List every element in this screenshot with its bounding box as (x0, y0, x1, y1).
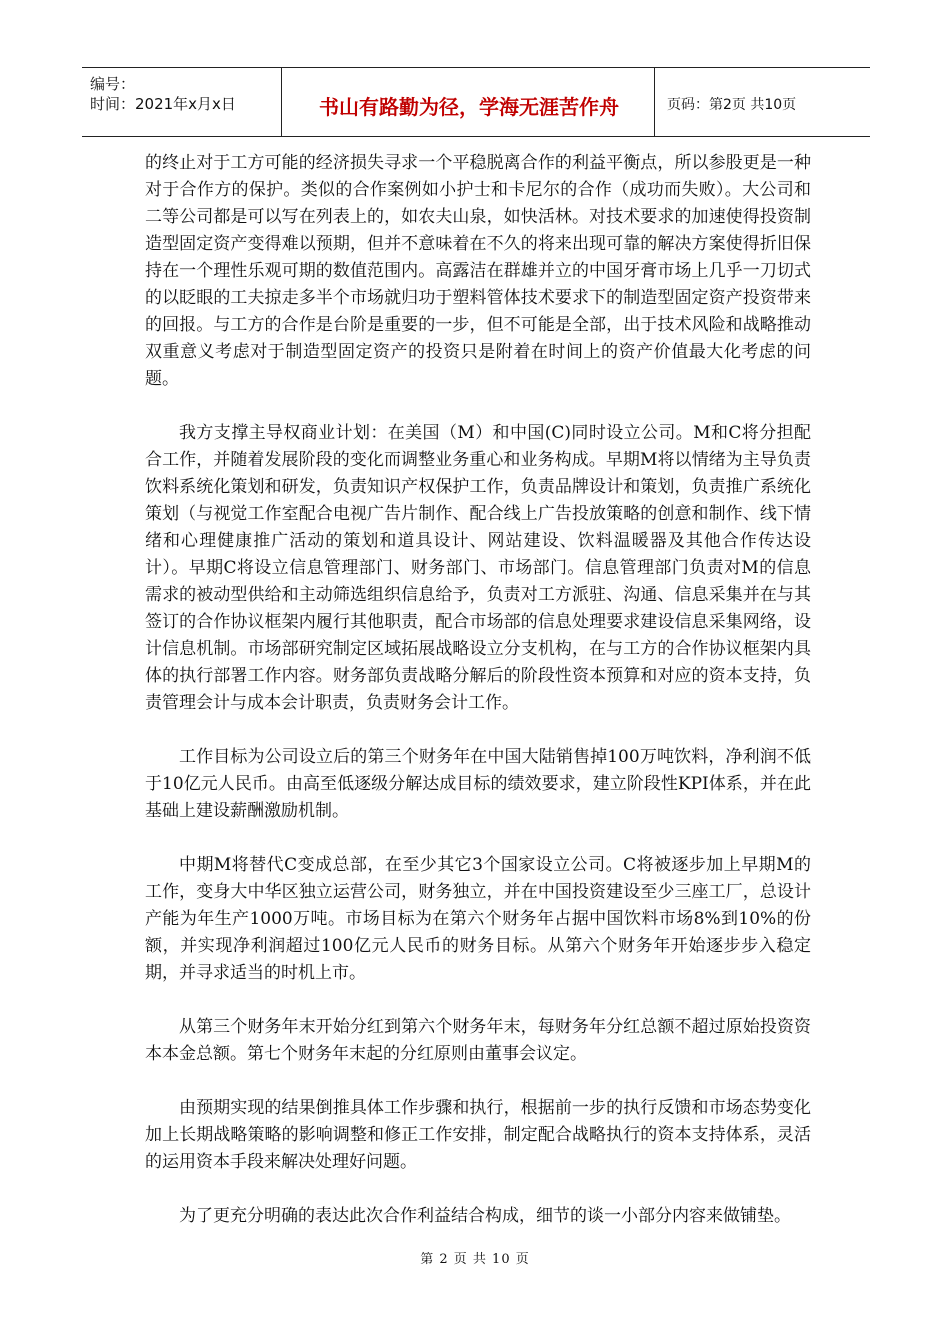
paragraph-2: 我方支撑主导权商业计划：在美国（M）和中国(C)同时设立公司。M和C将分担配合工作，并随着发展阶段的变化而调整业务重心和业务构成。早期M将以情绪为主导负责饮料系统化策划和研发，负责知识产权保护工作，负责品牌设计和策划，负责推广系统化策划（与视觉工作室配合电视广告片制作、配合线上广告投放策略的创意和制作、线下情绪和心理健康推广活动的策划和道具设计、网站建设、饮料温暖器及其他合作传达设计）。早期C将设立信息管理部门、财务部门、市场部门。信息管理部门负责对M的信息需求的被动型供给和主动筛选组织信息给予，负责对工方派驻、沟通、信息采集并在与其签订的合作协议框架内履行其他职责，配合市场部的信息处理要求建设信息采集网络，设计信息机制。市场部研究制定区域拓展战略设立分支机构，在与工方的合作协议框架内具体的执行部署工作内容。财务部负责战略分解后的阶段性资本预算和对应的资本支持，负责管理会计与成本会计职责，负责财务会计工作。 (145, 423, 811, 713)
header-motto: 书山有路勤为径，学海无涯苦作舟 (319, 95, 619, 119)
header-divider-left (281, 68, 282, 136)
page-footer: 第 2 页 共 10 页 (420, 1252, 530, 1267)
header-page-info: 页码：第2页 共10页 (667, 97, 797, 113)
paragraph-4: 中期M将替代C变成总部，在至少其它3个国家设立公司。C将被逐步加上早期M的工作，变身大中华区独立运营公司，财务独立，并在中国投资建设至少三座工厂，总设计产能为年生产1000万吨。市场目标为在第六个财务年占据中国饮料市场8%到10%的份额，并实现净利润超过100亿元人民币的财务目标。从第六个财务年开始逐步步入稳定期，并寻求适当的时机上市。 (145, 855, 811, 983)
document-meta (90, 74, 236, 114)
page-header (82, 67, 870, 137)
document-body (145, 150, 811, 1257)
paragraph-7: 为了更充分明确的表达此次合作利益结合构成，细节的谈一小部分内容来做铺垫。 (179, 1206, 791, 1226)
document-time-label: 时间：2021年x月x日 (90, 95, 236, 113)
header-divider-right (654, 68, 655, 136)
paragraph-1: 的终止对于工方可能的经济损失寻求一个平稳脱离合作的利益平衡点，所以参股更是一种对于合作方的保护。类似的合作案例如小护士和卡尼尔的合作（成功而失败）。大公司和二等公司都是可以写在列表上的，如农夫山泉，如快活林。对技术要求的加速使得投资制造型固定资产变得难以预期，但并不意味着在不久的将来出现可靠的解决方案使得折旧保持在一个理性乐观可期的数值范围内。高露洁在群雄并立的中国牙膏市场上几乎一刀切式的以眨眼的工夫掠走多半个市场就归功于塑料管体技术要求下的制造型固定资产投资带来的回报。与工方的合作是台阶是重要的一步，但不可能是全部，出于技术风险和战略推动双重意义考虑对于制造型固定资产的投资只是附着在时间上的资产价值最大化考虑的问题。 (145, 153, 811, 389)
paragraph-5: 从第三个财务年末开始分红到第六个财务年末，每财务年分红总额不超过原始投资资本本金总额。第七个财务年末起的分红原则由董事会议定。 (145, 1017, 811, 1064)
paragraph-6: 由预期实现的结果倒推具体工作步骤和执行，根据前一步的执行反馈和市场态势变化加上长期战略策略的影响调整和修正工作安排，制定配合战略执行的资本支持体系，灵活的运用资本手段来解决处理好问题。 (145, 1098, 811, 1172)
paragraph-3: 工作目标为公司设立后的第三个财务年在中国大陆销售掉100万吨饮料，净利润不低于10亿元人民币。由高至低逐级分解达成目标的绩效要求，建立阶段性KPI体系，并在此基础上建设薪酬激励机制。 (145, 747, 811, 821)
document-number-label: 编号： (90, 75, 136, 93)
